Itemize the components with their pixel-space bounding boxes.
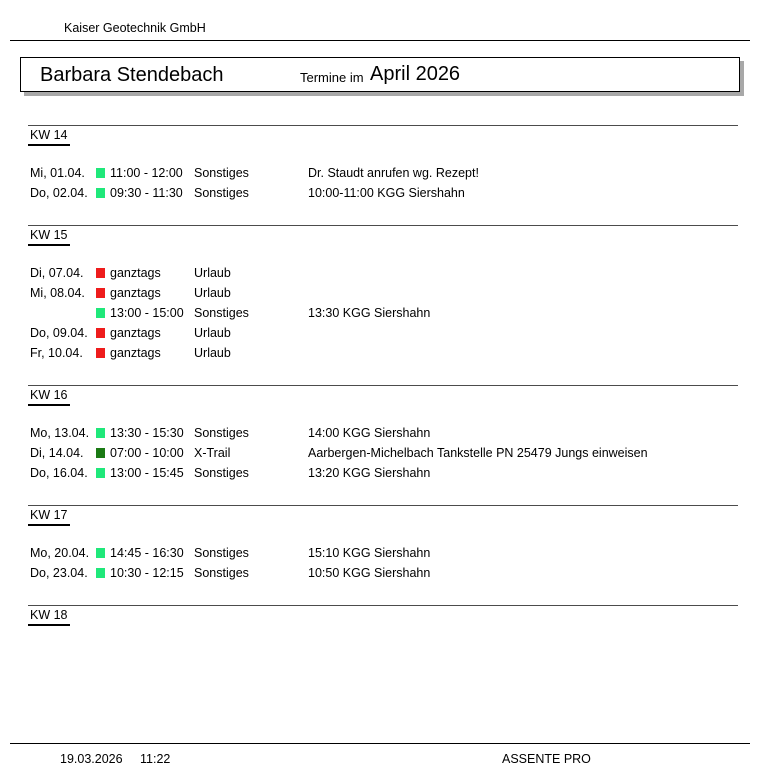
- footer-time: 11:22: [140, 752, 171, 766]
- category-color-icon: [96, 268, 105, 278]
- appointment-row: [28, 565, 738, 581]
- person-name: Barbara Stendebach: [40, 64, 224, 86]
- appointment-date: Mi, 08.04.: [30, 286, 85, 300]
- appointment-category: Sonstiges: [194, 546, 249, 560]
- week-label: KW 15: [28, 228, 70, 246]
- appointment-time: ganztags: [110, 346, 161, 360]
- appointment-row: [28, 465, 738, 481]
- appointment-time: 13:30 - 15:30: [110, 426, 184, 440]
- appointment-date: Mo, 20.04.: [30, 546, 90, 560]
- appointment-time: ganztags: [110, 326, 161, 340]
- appointment-row: [28, 305, 738, 321]
- appointment-time: 10:30 - 12:15: [110, 566, 184, 580]
- category-color-icon: [96, 188, 105, 198]
- week-label: KW 16: [28, 388, 70, 406]
- week-divider: [28, 385, 738, 386]
- footer-divider: [10, 743, 750, 744]
- appointment-note: 10:00-11:00 KGG Siershahn: [308, 186, 465, 200]
- appointment-note: 14:00 KGG Siershahn: [308, 426, 431, 440]
- category-color-icon: [96, 288, 105, 298]
- appointment-date: Di, 14.04.: [30, 446, 84, 460]
- category-color-icon: [96, 548, 105, 558]
- appointment-note: 10:50 KGG Siershahn: [308, 566, 431, 580]
- week-section: [28, 225, 738, 360]
- appointment-category: Sonstiges: [194, 166, 249, 180]
- appointment-date: Fr, 10.04.: [30, 346, 83, 360]
- appointment-date: Do, 02.04.: [30, 186, 88, 200]
- appointment-date: Di, 07.04.: [30, 266, 84, 280]
- week-section: [28, 605, 738, 725]
- appointment-row: [28, 165, 738, 181]
- appointment-row: [28, 345, 738, 361]
- appointment-date: Mo, 13.04.: [30, 426, 90, 440]
- appointment-row: [28, 445, 738, 461]
- appointment-time: 14:45 - 16:30: [110, 546, 184, 560]
- appointment-note: Dr. Staudt anrufen wg. Rezept!: [308, 166, 479, 180]
- title-box: [20, 57, 740, 92]
- category-color-icon: [96, 448, 105, 458]
- category-color-icon: [96, 328, 105, 338]
- appointment-note: 13:20 KGG Siershahn: [308, 466, 431, 480]
- appointment-time: ganztags: [110, 286, 161, 300]
- appointment-date: Do, 23.04.: [30, 566, 88, 580]
- header-divider: [10, 40, 750, 41]
- appointment-date: Do, 09.04.: [30, 326, 88, 340]
- title-prefix: Termine im: [300, 70, 364, 85]
- appointment-date: Mi, 01.04.: [30, 166, 85, 180]
- footer-date: 19.03.2026: [60, 752, 123, 766]
- week-label: KW 18: [28, 608, 70, 626]
- appointment-row: [28, 285, 738, 301]
- appointment-category: Sonstiges: [194, 426, 249, 440]
- week-divider: [28, 225, 738, 226]
- appointment-category: Sonstiges: [194, 566, 249, 580]
- appointment-time: ganztags: [110, 266, 161, 280]
- week-section: [28, 385, 738, 505]
- appointment-time: 09:30 - 11:30: [110, 186, 183, 200]
- appointment-time: 13:00 - 15:00: [110, 306, 184, 320]
- appointment-category: Sonstiges: [194, 466, 249, 480]
- appointment-category: Sonstiges: [194, 186, 249, 200]
- appointment-category: Urlaub: [194, 346, 231, 360]
- appointment-note: 13:30 KGG Siershahn: [308, 306, 431, 320]
- footer-app-name: ASSENTE PRO: [502, 752, 591, 766]
- category-color-icon: [96, 468, 105, 478]
- appointment-category: Urlaub: [194, 286, 231, 300]
- appointment-category: Urlaub: [194, 266, 231, 280]
- appointment-time: 11:00 - 12:00: [110, 166, 183, 180]
- title-month: April 2026: [370, 63, 461, 85]
- category-color-icon: [96, 168, 105, 178]
- appointment-note: 15:10 KGG Siershahn: [308, 546, 431, 560]
- category-color-icon: [96, 428, 105, 438]
- appointment-note: Aarbergen-Michelbach Tankstelle PN 25479 Jungs einweisen: [308, 446, 648, 460]
- week-divider: [28, 125, 738, 126]
- week-divider: [28, 605, 738, 606]
- appointment-time: 07:00 - 10:00: [110, 446, 184, 460]
- appointment-time: 13:00 - 15:45: [110, 466, 184, 480]
- category-color-icon: [96, 308, 105, 318]
- category-color-icon: [96, 348, 105, 358]
- appointment-row: [28, 425, 738, 441]
- week-label: KW 14: [28, 128, 70, 146]
- appointment-category: X-Trail: [194, 446, 231, 460]
- appointment-category: Urlaub: [194, 326, 231, 340]
- appointment-date: Do, 16.04.: [30, 466, 88, 480]
- company-name: Kaiser Geotechnik GmbH: [64, 21, 206, 35]
- appointment-category: Sonstiges: [194, 306, 249, 320]
- category-color-icon: [96, 568, 105, 578]
- appointment-row: [28, 325, 738, 341]
- week-divider: [28, 505, 738, 506]
- week-label: KW 17: [28, 508, 70, 526]
- appointment-row: [28, 545, 738, 561]
- appointment-row: [28, 265, 738, 281]
- appointment-row: [28, 185, 738, 201]
